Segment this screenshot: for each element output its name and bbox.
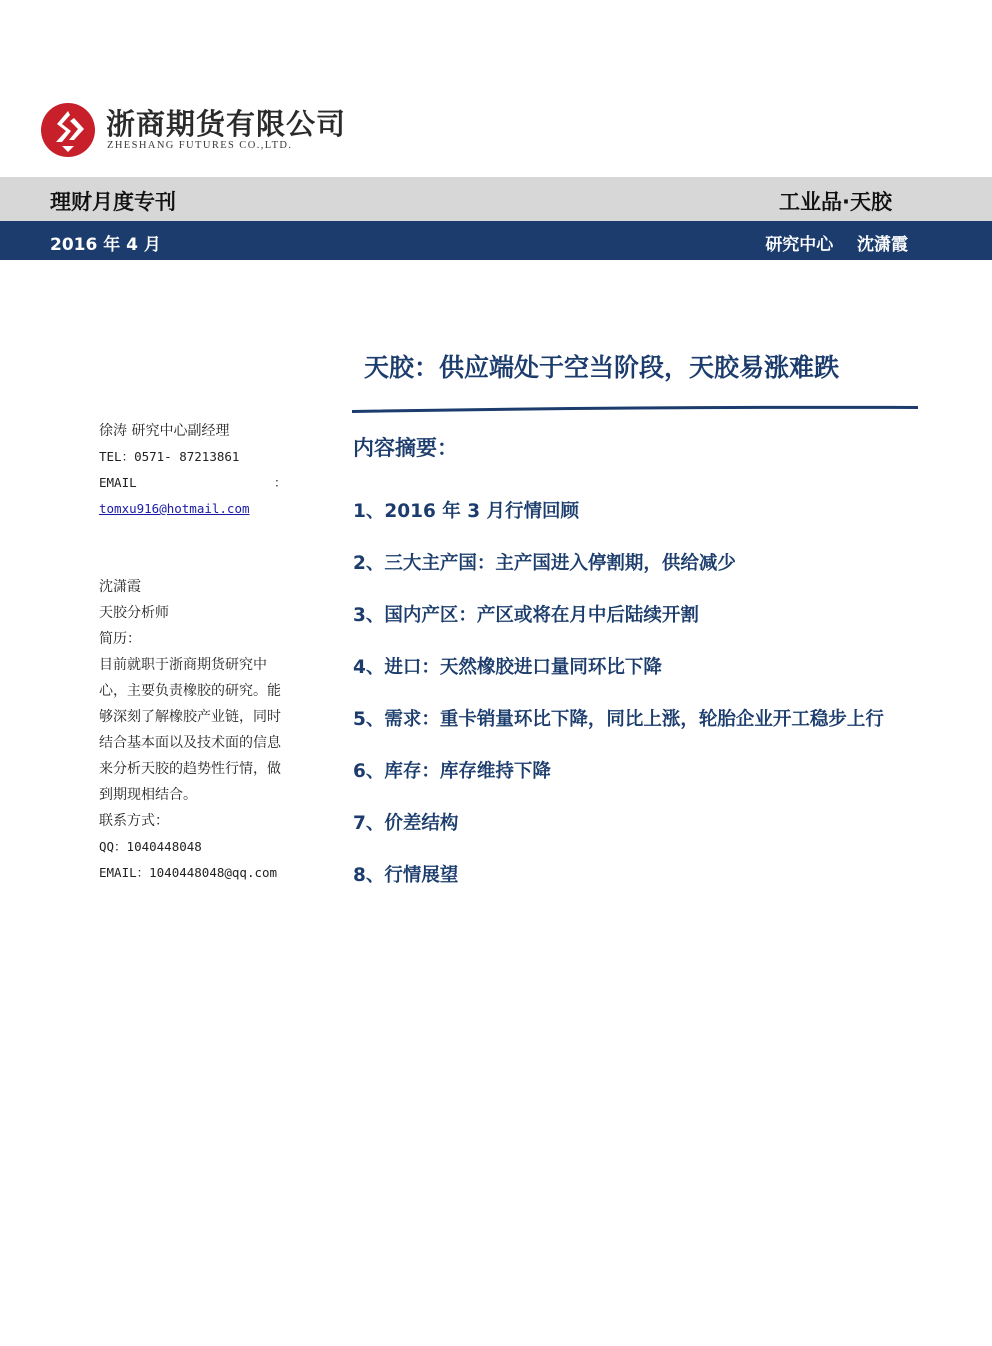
report-title: 天胶：供应端处于空当阶段，天胶易涨难跌: [364, 353, 840, 382]
sector-title: 工业品·天胶: [779, 190, 892, 214]
subheader-band: [0, 221, 992, 260]
summary-item: 8、行情展望: [353, 865, 459, 886]
summary-item: 6、库存：库存维持下降: [353, 761, 551, 782]
zheshang-logo-icon: [40, 102, 96, 158]
contact-email-label: EMAIL: [99, 475, 137, 490]
summary-item: 2、三大主产国：主产国进入停割期，供给减少: [353, 553, 736, 574]
company-logo: [40, 100, 347, 160]
summary-item: 4、进口：天然橡胶进口量同环比下降: [353, 657, 662, 678]
summary-item: 7、价差结构: [353, 813, 459, 834]
analyst-role: 天胶分析师: [99, 605, 169, 621]
contact-email-label-row: [99, 470, 299, 496]
department-author: 研究中心 沈潇霞: [765, 235, 908, 255]
contact-name-role: 徐涛 研究中心副经理: [99, 423, 230, 439]
summary-list: [353, 486, 923, 902]
analyst-name: 沈潇霞: [99, 579, 141, 595]
contact-email-colon: ：: [274, 475, 287, 490]
publication-title: 理财月度专刊: [50, 190, 176, 214]
header-band: [0, 177, 992, 221]
resume-label: 简历：: [99, 631, 141, 647]
contact-tel: TEL：0571- 87213861: [99, 449, 240, 464]
author-sidebar: [99, 418, 299, 886]
summary-item: 5、需求：重卡销量环比下降，同比上涨，轮胎企业开工稳步上行: [353, 709, 884, 730]
contact-method-label: 联系方式：: [99, 813, 169, 829]
summary-item: 1、2016 年 3 月行情回顾: [353, 501, 580, 522]
company-name-en: ZHESHANG FUTURES CO.,LTD.: [107, 140, 293, 151]
summary-item: 3、国内产区：产区或将在月中后陆续开割: [353, 605, 699, 626]
analyst-qq: QQ：1040448048: [99, 839, 202, 854]
publish-date: 2016 年 4 月: [50, 235, 161, 255]
contact-email-link[interactable]: tomxu916@hotmail.com: [99, 501, 250, 516]
summary-heading: 内容摘要：: [353, 436, 458, 460]
company-name-cn: 浙商期货有限公司: [106, 107, 347, 141]
resume-text: 目前就职于浙商期货研究中心，主要负责橡胶的研究。能够深刻了解橡胶产业链，同时结合基本面以及技术面的信息来分析天胶的趋势性行情，做到期现相结合。: [99, 657, 281, 803]
title-underline: [352, 403, 918, 413]
contact-email-row: [99, 496, 299, 522]
analyst-email: EMAIL：1040448048@qq.com: [99, 865, 278, 880]
